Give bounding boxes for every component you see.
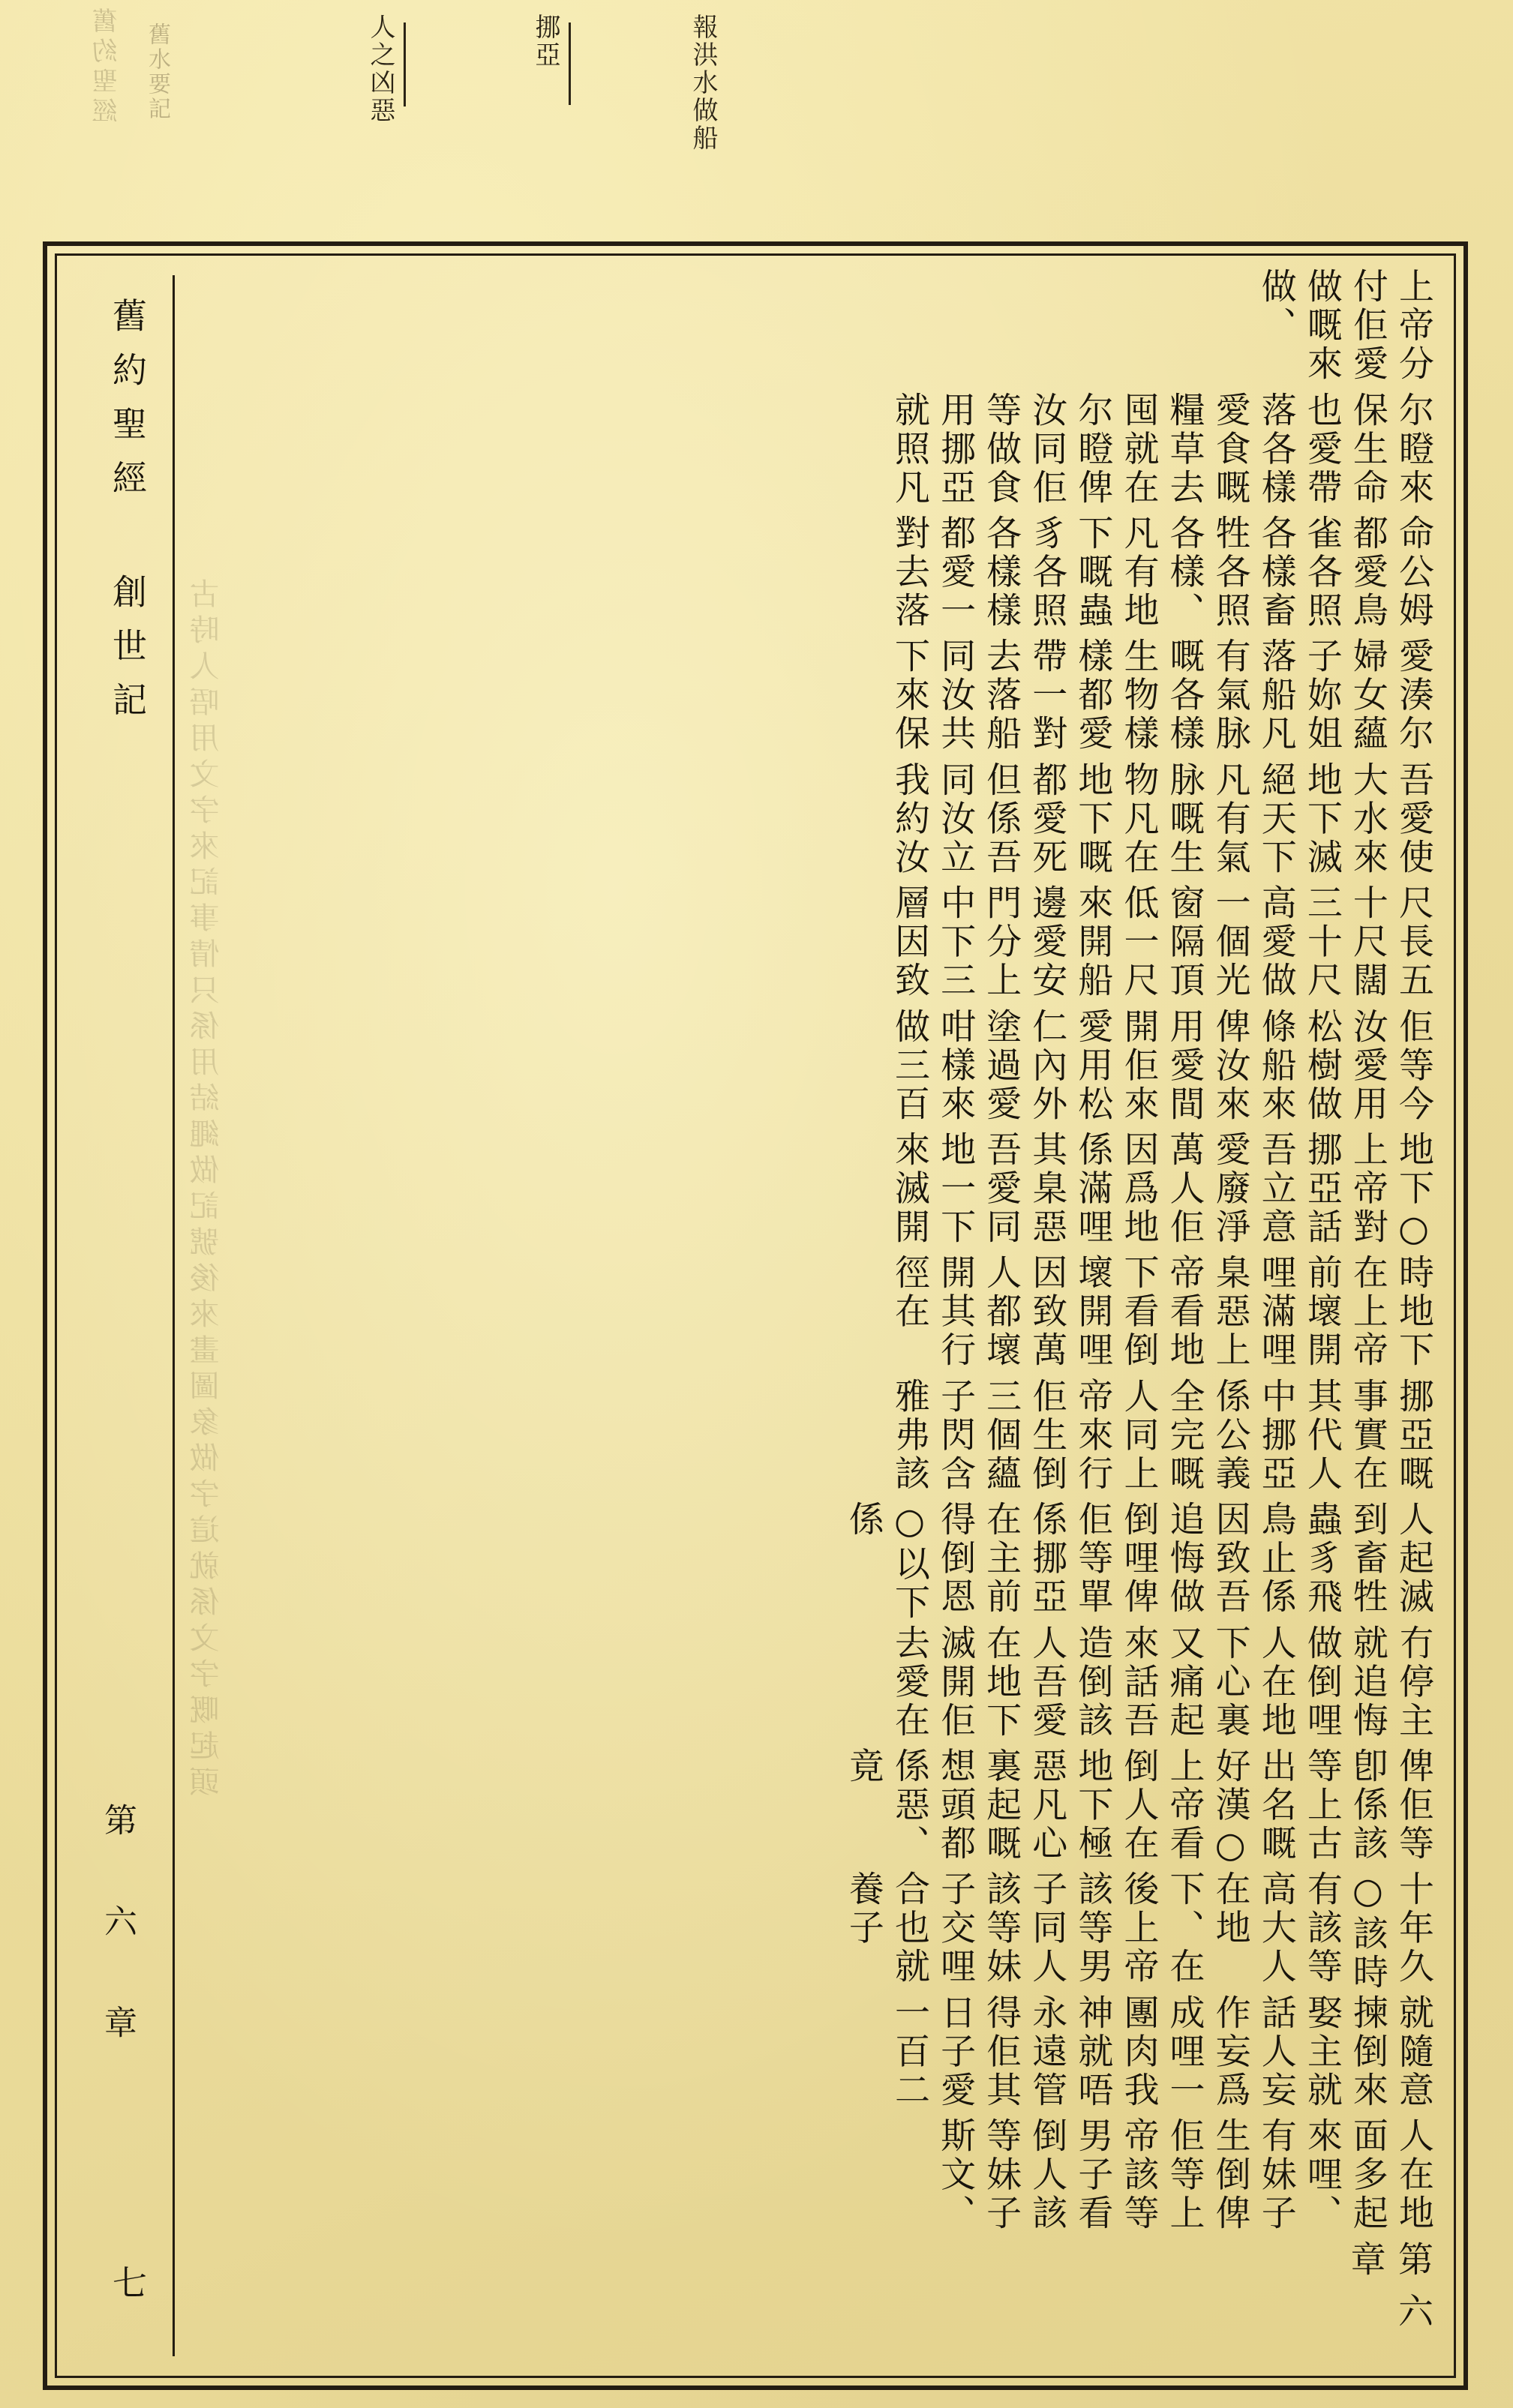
showthrough-text: 古時人唔用文字來記事情只係用結繩做記號後來畫圖象做字這就係文字嘅起頭 [190, 578, 224, 1802]
text-frame [43, 241, 1468, 2390]
chapter-label: 第 六 章 [98, 1803, 137, 2053]
showthrough-corner-text: 舊約聖經 [92, 7, 122, 127]
text-column-7: 挪亞嘅事實在其代人中挪亞係公義全完嘅人同上帝來行佢生倒三個蘊子閃含雅弗該 [888, 1377, 1434, 1494]
text-column-9: 地下○上帝對挪亞話吾立意愛廢淨萬人佢因爲地係滿哩其臬惡吾愛同地一下來滅開 [888, 1130, 1434, 1253]
text-column-12: 吾愛使大水來地下滅絕天下凡有氣脉嘅生物凡在地下嘅都愛死但係吾同汝立我約汝 [888, 760, 1434, 877]
margin-note-ghost: 舊水要記 [144, 22, 170, 121]
chapter-heading: 第六章 [1344, 2240, 1433, 2344]
margin-notes [0, 0, 1513, 232]
margin-note-1: 人之凶惡 [365, 13, 395, 124]
text-column-8: 時地下在上帝前壞開哩滿哩臬惡上帝看地下看倒壞開哩因致萬人都壞開其行徑在 [888, 1254, 1434, 1370]
text-column-5: 冇停主就追悔做倒哩人在地下心裏又痛起來話吾造倒該人吾愛在地下滅開佢去愛在 [888, 1624, 1434, 1741]
text-column-6: 人起滅到畜牲蟲豸飛鳥止係因致吾追悔做倒哩俾佢等單係挪亞在主前得倒恩○以下係 [842, 1501, 1434, 1623]
text-column-3: 十年久○該時有該等高大人在地下、在後上帝該等男子同人該等妹子交哩合也就養子 [842, 1870, 1434, 1993]
text-column-16: 上帝分付佢愛做嘅來做、 [1255, 268, 1434, 384]
text-frame-inner [55, 253, 1456, 2378]
margin-note-2: 挪亞 [530, 13, 560, 69]
margin-note-rule-1 [569, 22, 571, 105]
text-column-15: 尔瞪來保生命也愛帶落各樣愛食嘅糧草去囤就在尔瞪俾汝同佢等做食用挪亞就照凡 [888, 391, 1434, 507]
margin-note-3: 報洪水做船 [688, 13, 718, 152]
text-columns [192, 268, 1439, 2364]
spine-title: 舊約聖經 創世記 [107, 298, 148, 736]
page-number: 七 [107, 2265, 148, 2304]
text-column-11: 尺長五十尺闊三十尺高愛做一個光窗隔頂低一尺來開船邊愛安門分上中下三層因致 [888, 884, 1434, 1000]
text-column-10: 佢等今汝愛用松樹做條船來俾汝來用愛間開佢來愛用松仁內外塗過愛咁樣來做三百 [888, 1007, 1434, 1124]
text-column-1: 人在地面多起來哩、有妹子生倒俾佢等上帝該等男子看倒人該等妹子斯文、 [935, 2117, 1434, 2233]
margin-note-rule-2 [404, 22, 406, 106]
text-column-14: 命公姆都愛鳥雀各照各樣畜牲各照各樣、凡有地下嘅蟲豸各照各樣樣都愛一對去落 [888, 514, 1434, 631]
text-column-2: 就隨意揀倒來娶主就話人妄作妄爲成哩一團肉我神就唔永遠管得佢其日子愛一百二 [888, 1993, 1434, 2110]
text-column-4: 俾佢等卽係該等上古出名嘅好漢○上帝看倒人在地下極惡凡心裏起嘅想頭都係惡、竟 [842, 1747, 1434, 1870]
text-column-13: 愛湊尔婦女蘊子妳姐落船凡有氣脉嘅各樣生物樣樣都愛帶一對去落船同汝共下來保 [888, 637, 1434, 754]
